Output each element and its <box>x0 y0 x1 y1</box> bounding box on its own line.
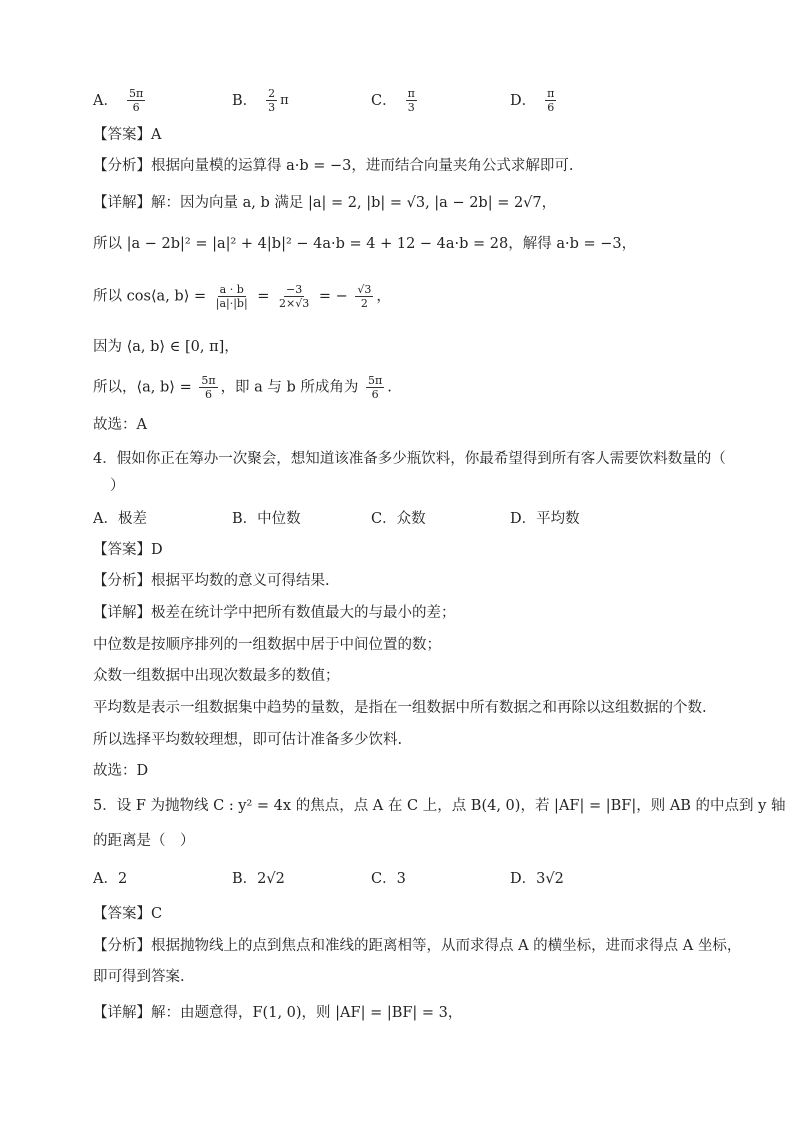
q4-analysis: 【分析】根据平均数的意义可得结果. <box>93 573 330 589</box>
fraction: $\frac{5\pi}{6}$ <box>201 374 216 401</box>
fraction: $\frac{5\pi}{6}$ <box>368 374 383 401</box>
q3-option-a: A． $\frac{5\pi}{6}$ <box>93 87 144 114</box>
q3-detail-5: 所以，⟨a, b⟩ = $\frac{5\pi}{6}$ ，即 a 与 b 所成角为 $\frac{5\pi}{6}$ . <box>93 374 392 401</box>
fraction: $\frac{\pi}{3}$ <box>407 87 415 114</box>
q5-analysis-2: 即可得到答案. <box>93 969 185 985</box>
fraction: $\frac{√3}{2}$ <box>357 283 372 310</box>
fraction: $\frac{a \cdot b}{|a|\cdot|b|}$ <box>215 283 248 310</box>
q5-detail: 【详解】解：由题意得，F(1, 0)，则 |AF| = |BF| = 3， <box>93 1005 463 1021</box>
q3-option-d: D． $\frac{\pi}{6}$ <box>510 87 555 114</box>
q5-stem-1: 5．设 F 为抛物线 C : y² = 4x 的焦点，点 A 在 C 上，点 B(4, 0)，若 |AF| = |BF|，则 AB 的中点到 y 轴 <box>93 798 786 814</box>
q4-detail-1: 【详解】极差在统计学中把所有数值最大的与最小的差； <box>93 605 456 621</box>
fraction: $\frac{5\pi}{6}$ <box>128 87 144 114</box>
q4-choose: 故选：D <box>93 763 149 779</box>
q4-option-d: D．平均数 <box>510 511 580 527</box>
q3-choose: 故选：A <box>93 417 147 433</box>
q3-option-b: B． $\frac{2}{3}$ π <box>232 87 289 114</box>
q3-detail-2: 所以 |a − 2b|² = |a|² + 4|b|² − 4a·b = 4 + 12 − 4a·b = 28，解得 a·b = −3， <box>93 236 637 252</box>
q5-option-a: A．2 <box>93 871 128 887</box>
q5-stem-2: 的距离是（ ） <box>93 833 195 849</box>
q5-option-d: D．3√2 <box>510 871 564 887</box>
q3-detail-4: 因为 ⟨a, b⟩ ∈ [0, π]， <box>93 339 239 355</box>
q5-answer: 【答案】C <box>93 906 163 922</box>
fraction: $\frac{-3}{2\times√3}$ <box>279 283 310 310</box>
q4-detail-2: 中位数是按顺序排列的一组数据中居于中间位置的数； <box>93 637 441 653</box>
fraction: $\frac{\pi}{6}$ <box>547 87 555 114</box>
q5-analysis-1: 【分析】根据抛物线上的点到焦点和准线的距离相等，从而求得点 A 的横坐标，进而求得点 A 坐标， <box>93 938 742 954</box>
q3-answer: 【答案】A <box>93 127 162 143</box>
q4-detail-3: 众数一组数据中出现次数最多的数值； <box>93 668 340 684</box>
fraction: $\frac{2}{3}$ <box>268 87 276 114</box>
q4-stem-1: 4．假如你正在筹办一次聚会，想知道该准备多少瓶饮料，你最希望得到所有客人需要饮料数量的（ <box>93 451 726 467</box>
q4-options <box>93 508 714 530</box>
q4-option-b: B．中位数 <box>232 511 301 527</box>
q4-detail-4: 平均数是表示一组数据集中趋势的量数，是指在一组数据中所有数据之和再除以这组数据的个数. <box>93 700 707 716</box>
q4-answer: 【答案】D <box>93 542 163 558</box>
q4-option-a: A．极差 <box>93 511 147 527</box>
q4-stem-2: ） <box>110 478 125 494</box>
q5-option-c: C．3 <box>371 871 406 887</box>
q3-options <box>93 87 714 114</box>
q4-detail-5: 所以选择平均数较理想，即可估计准备多少饮料. <box>93 732 403 748</box>
q5-options <box>93 868 714 890</box>
q3-option-c: C． $\frac{\pi}{3}$ <box>371 87 415 114</box>
q4-option-c: C．众数 <box>371 511 426 527</box>
q5-option-b: B．2√2 <box>232 871 285 887</box>
q3-analysis: 【分析】根据向量模的运算得 a·b = −3，进而结合向量夹角公式求解即可. <box>93 158 574 174</box>
q3-detail-1: 【详解】解：因为向量 a, b 满足 |a| = 2, |b| = √3, |a − 2b| = 2√7， <box>93 195 557 211</box>
q3-detail-3: 所以 cos⟨a, b⟩ = $\frac{a \cdot b}{|a|\cdot|b|}$ = $\frac{-3}{2\times√3}$ = − $\frac{√3}{2}$ ， <box>93 283 391 310</box>
